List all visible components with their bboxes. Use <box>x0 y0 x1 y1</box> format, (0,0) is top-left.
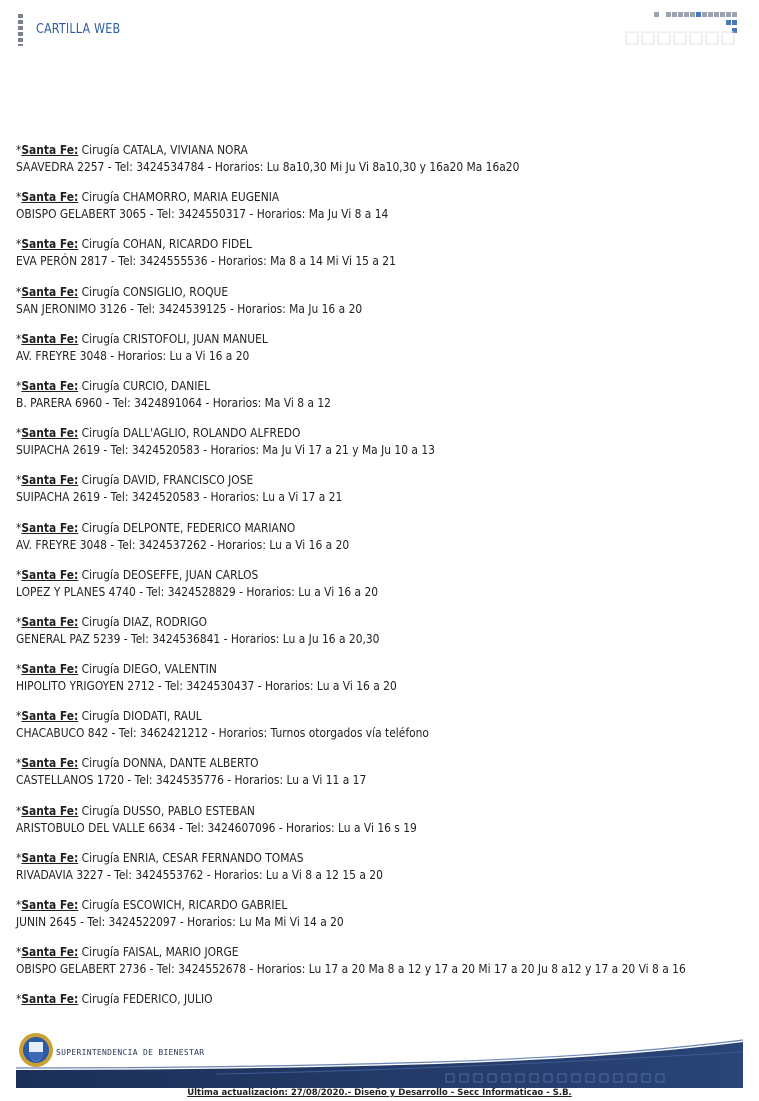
city-label: Santa Fe: <box>21 330 79 346</box>
city-label: Santa Fe: <box>21 613 79 629</box>
city-label: Santa Fe: <box>21 283 79 299</box>
list-item: *Santa Fe: Cirugía CRISTOFOLI, JUAN MANUEL AV. FREYRE 3048 - Horarios: Lu a Vi 16 a 20 <box>16 330 756 377</box>
provider-name: Cirugía FAISAL, MARIO JORGE <box>78 944 239 960</box>
page-title: CARTILLA WEB <box>36 22 121 37</box>
city-label: Santa Fe: <box>21 661 79 677</box>
provider-details: AV. FREYRE 3048 - Horarios: Lu a Vi 16 a 20 <box>16 347 250 363</box>
provider-details: OBISPO GELABERT 3065 - Tel: 3424550317 - Horarios: Ma Ju Vi 8 a 14 <box>16 206 389 222</box>
provider-name: Cirugía CHAMORRO, MARIA EUGENIA <box>78 189 280 205</box>
list-item: *Santa Fe: Cirugía DAVID, FRANCISCO JOSE SUIPACHA 2619 - Tel: 3424520583 - Horarios: Lu a Vi 17 a 21 <box>16 471 756 518</box>
provider-name: Cirugía DEOSEFFE, JUAN CARLOS <box>78 566 259 582</box>
provider-name: Cirugía DUSSO, PABLO ESTEBAN <box>78 802 255 818</box>
list-item: *Santa Fe: Cirugía CHAMORRO, MARIA EUGENIA OBISPO GELABERT 3065 - Tel: 3424550317 - Horarios: Ma Ju Vi 8 a 14 <box>16 188 756 235</box>
provider-details: JUNIN 2645 - Tel: 3424522097 - Horarios: Lu Ma Mi Vi 14 a 20 <box>16 914 344 929</box>
list-item: *Santa Fe: Cirugía CATALA, VIVIANA NORA SAAVEDRA 2257 - Tel: 3424534784 - Horarios: Lu 8a10,30 Mi Ju Vi 8a10,30 y 16a20 Ma 16a20 <box>16 141 756 188</box>
footer-banner <box>16 1030 743 1088</box>
provider-name: Cirugía CURCIO, DANIEL <box>78 377 211 393</box>
provider-name: Cirugía DELPONTE, FEDERICO MARIANO <box>78 519 296 535</box>
list-item: *Santa Fe: Cirugía DIEGO, VALENTIN HIPOLITO YRIGOYEN 2712 - Tel: 3424530437 - Horarios: Lu a Vi 16 a 20 <box>16 660 756 707</box>
last-update-note: Última actualización: 27/08/2020.- Diseño y Desarrollo - Secc Informáticao - S.B. <box>187 1088 572 1098</box>
list-item: *Santa Fe: Cirugía ESCOWICH, RICARDO GABRIEL JUNIN 2645 - Tel: 3424522097 - Horarios: Lu Ma Mi Vi 14 a 20 <box>16 896 756 943</box>
provider-details: SAAVEDRA 2257 - Tel: 3424534784 - Horarios: Lu 8a10,30 Mi Ju Vi 8a10,30 y 16a20 Ma 16a20 <box>16 159 520 174</box>
footer-wave <box>16 1030 743 1088</box>
list-item: *Santa Fe: Cirugía ENRIA, CESAR FERNANDO TOMAS RIVADAVIA 3227 - Tel: 3424553762 - Horarios: Lu a Vi 8 a 12 15 a 20 <box>16 849 756 896</box>
provider-details: OBISPO GELABERT 2736 - Tel: 3424552678 - Horarios: Lu 17 a 20 Ma 8 a 12 y 17 a 20 Mi 17 a 20 Ju 8 a12 y 17 a 20 Vi 8 a 16 <box>16 961 686 977</box>
city-label: Santa Fe: <box>21 236 79 252</box>
city-label: Santa Fe: <box>21 944 79 960</box>
city-label: Santa Fe: <box>21 377 79 393</box>
provider-details: AV. FREYRE 3048 - Tel: 3424537262 - Horarios: Lu a Vi 16 a 20 <box>16 536 350 552</box>
provider-name: Cirugía ESCOWICH, RICARDO GABRIEL <box>78 897 288 912</box>
provider-details: CHACABUCO 842 - Tel: 3462421212 - Horarios: Turnos otorgados vía teléfono <box>16 725 429 741</box>
provider-name: Cirugía DALL'AGLIO, ROLANDO ALFREDO <box>78 425 301 441</box>
provider-details: SAN JERONIMO 3126 - Tel: 3424539125 - Horarios: Ma Ju 16 a 20 <box>16 300 363 316</box>
provider-name: Cirugía DIODATI, RAUL <box>78 708 202 724</box>
list-item: *Santa Fe: Cirugía FEDERICO, JULIO <box>16 991 213 1007</box>
city-label: Santa Fe: <box>21 991 79 1007</box>
city-label: Santa Fe: <box>21 142 79 157</box>
provider-name: Cirugía COHAN, RICARDO FIDEL <box>78 236 252 252</box>
list-item: *Santa Fe: Cirugía DIAZ, RODRIGO GENERAL PAZ 5239 - Tel: 3424536841 - Horarios: Lu a Ju 16 a 20,30 <box>16 613 756 660</box>
city-label: Santa Fe: <box>21 849 79 865</box>
city-label: Santa Fe: <box>21 566 79 582</box>
list-item: *Santa Fe: Cirugía DUSSO, PABLO ESTEBAN ARISTOBULO DEL VALLE 6634 - Tel: 3424607096 - Horarios: Lu a Vi 16 s 19 <box>16 802 756 849</box>
list-item: *Santa Fe: Cirugía DIODATI, RAUL CHACABUCO 842 - Tel: 3462421212 - Horarios: Turnos otorgados vía teléfono <box>16 707 756 754</box>
header-decoration <box>622 10 744 48</box>
provider-details: SUIPACHA 2619 - Tel: 3424520583 - Horarios: Lu a Vi 17 a 21 <box>16 489 343 505</box>
footer-org-name: SUPERINTENDENCIA DE BIENESTAR <box>56 1048 205 1057</box>
provider-details: CASTELLANOS 1720 - Tel: 3424535776 - Horarios: Lu a Vi 11 a 17 <box>16 772 367 788</box>
header-accent-bar <box>18 14 23 46</box>
provider-name: Cirugía CRISTOFOLI, JUAN MANUEL <box>78 330 268 346</box>
provider-details: EVA PERÓN 2817 - Tel: 3424555536 - Horarios: Ma 8 a 14 Mi Vi 15 a 21 <box>16 253 396 269</box>
city-label: Santa Fe: <box>21 802 79 818</box>
provider-details: SUIPACHA 2619 - Tel: 3424520583 - Horarios: Ma Ju Vi 17 a 21 y Ma Ju 10 a 13 <box>16 442 435 458</box>
provider-name: Cirugía DIAZ, RODRIGO <box>78 613 208 629</box>
provider-name: Cirugía DONNA, DANTE ALBERTO <box>78 755 259 771</box>
provider-details: ARISTOBULO DEL VALLE 6634 - Tel: 3424607096 - Horarios: Lu a Vi 16 s 19 <box>16 819 417 835</box>
list-item: *Santa Fe: Cirugía DALL'AGLIO, ROLANDO ALFREDO SUIPACHA 2619 - Tel: 3424520583 - Horarios: Ma Ju Vi 17 a 21 y Ma Ju 10 a 13 <box>16 424 756 471</box>
provider-name: Cirugía DAVID, FRANCISCO JOSE <box>78 472 254 488</box>
city-label: Santa Fe: <box>21 189 79 205</box>
list-item: *Santa Fe: Cirugía CURCIO, DANIEL B. PARERA 6960 - Tel: 3424891064 - Horarios: Ma Vi 8 a 12 <box>16 377 756 424</box>
city-label: Santa Fe: <box>21 897 79 912</box>
provider-details: RIVADAVIA 3227 - Tel: 3424553762 - Horarios: Lu a Vi 8 a 12 15 a 20 <box>16 866 383 882</box>
provider-name: Cirugía ENRIA, CESAR FERNANDO TOMAS <box>78 849 304 865</box>
city-label: Santa Fe: <box>21 425 79 441</box>
city-label: Santa Fe: <box>21 472 79 488</box>
provider-details: B. PARERA 6960 - Tel: 3424891064 - Horarios: Ma Vi 8 a 12 <box>16 394 331 410</box>
list-item: *Santa Fe: Cirugía COHAN, RICARDO FIDEL EVA PERÓN 2817 - Tel: 3424555536 - Horarios: Ma 8 a 14 Mi Vi 15 a 21 <box>16 235 756 282</box>
list-item: *Santa Fe: Cirugía CONSIGLIO, ROQUE SAN JERONIMO 3126 - Tel: 3424539125 - Horarios: Ma Ju 16 a 20 <box>16 283 756 330</box>
list-item: *Santa Fe: Cirugía DEOSEFFE, JUAN CARLOS LOPEZ Y PLANES 4740 - Tel: 3424528829 - Horarios: Lu a Vi 16 a 20 <box>16 566 756 613</box>
list-item: *Santa Fe: Cirugía DELPONTE, FEDERICO MARIANO AV. FREYRE 3048 - Tel: 3424537262 - Horarios: Lu a Vi 16 a 20 <box>16 519 756 566</box>
provider-name: Cirugía FEDERICO, JULIO <box>78 991 213 1007</box>
city-label: Santa Fe: <box>21 755 79 771</box>
list-item: *Santa Fe: Cirugía FAISAL, MARIO JORGE OBISPO GELABERT 2736 - Tel: 3424552678 - Horarios: Lu 17 a 20 Ma 8 a 12 y 17 a 20 Mi 17 a 20 Ju 8 a12 y 17 a 20 Vi 8 a 16 <box>16 944 686 977</box>
provider-details: GENERAL PAZ 5239 - Tel: 3424536841 - Horarios: Lu a Ju 16 a 20,30 <box>16 630 380 646</box>
list-item: *Santa Fe: Cirugía DONNA, DANTE ALBERTO CASTELLANOS 1720 - Tel: 3424535776 - Horarios: Lu a Vi 11 a 17 <box>16 754 756 801</box>
shield-icon <box>19 1033 53 1067</box>
city-label: Santa Fe: <box>21 519 79 535</box>
provider-list <box>16 141 756 1038</box>
provider-details: LOPEZ Y PLANES 4740 - Tel: 3424528829 - Horarios: Lu a Vi 16 a 20 <box>16 583 379 599</box>
city-label: Santa Fe: <box>21 708 79 724</box>
provider-name: Cirugía CONSIGLIO, ROQUE <box>78 283 229 299</box>
provider-name: Cirugía DIEGO, VALENTIN <box>78 661 217 677</box>
provider-name: Cirugía CATALA, VIVIANA NORA <box>78 142 248 157</box>
provider-details: HIPOLITO YRIGOYEN 2712 - Tel: 3424530437 - Horarios: Lu a Vi 16 a 20 <box>16 678 397 694</box>
